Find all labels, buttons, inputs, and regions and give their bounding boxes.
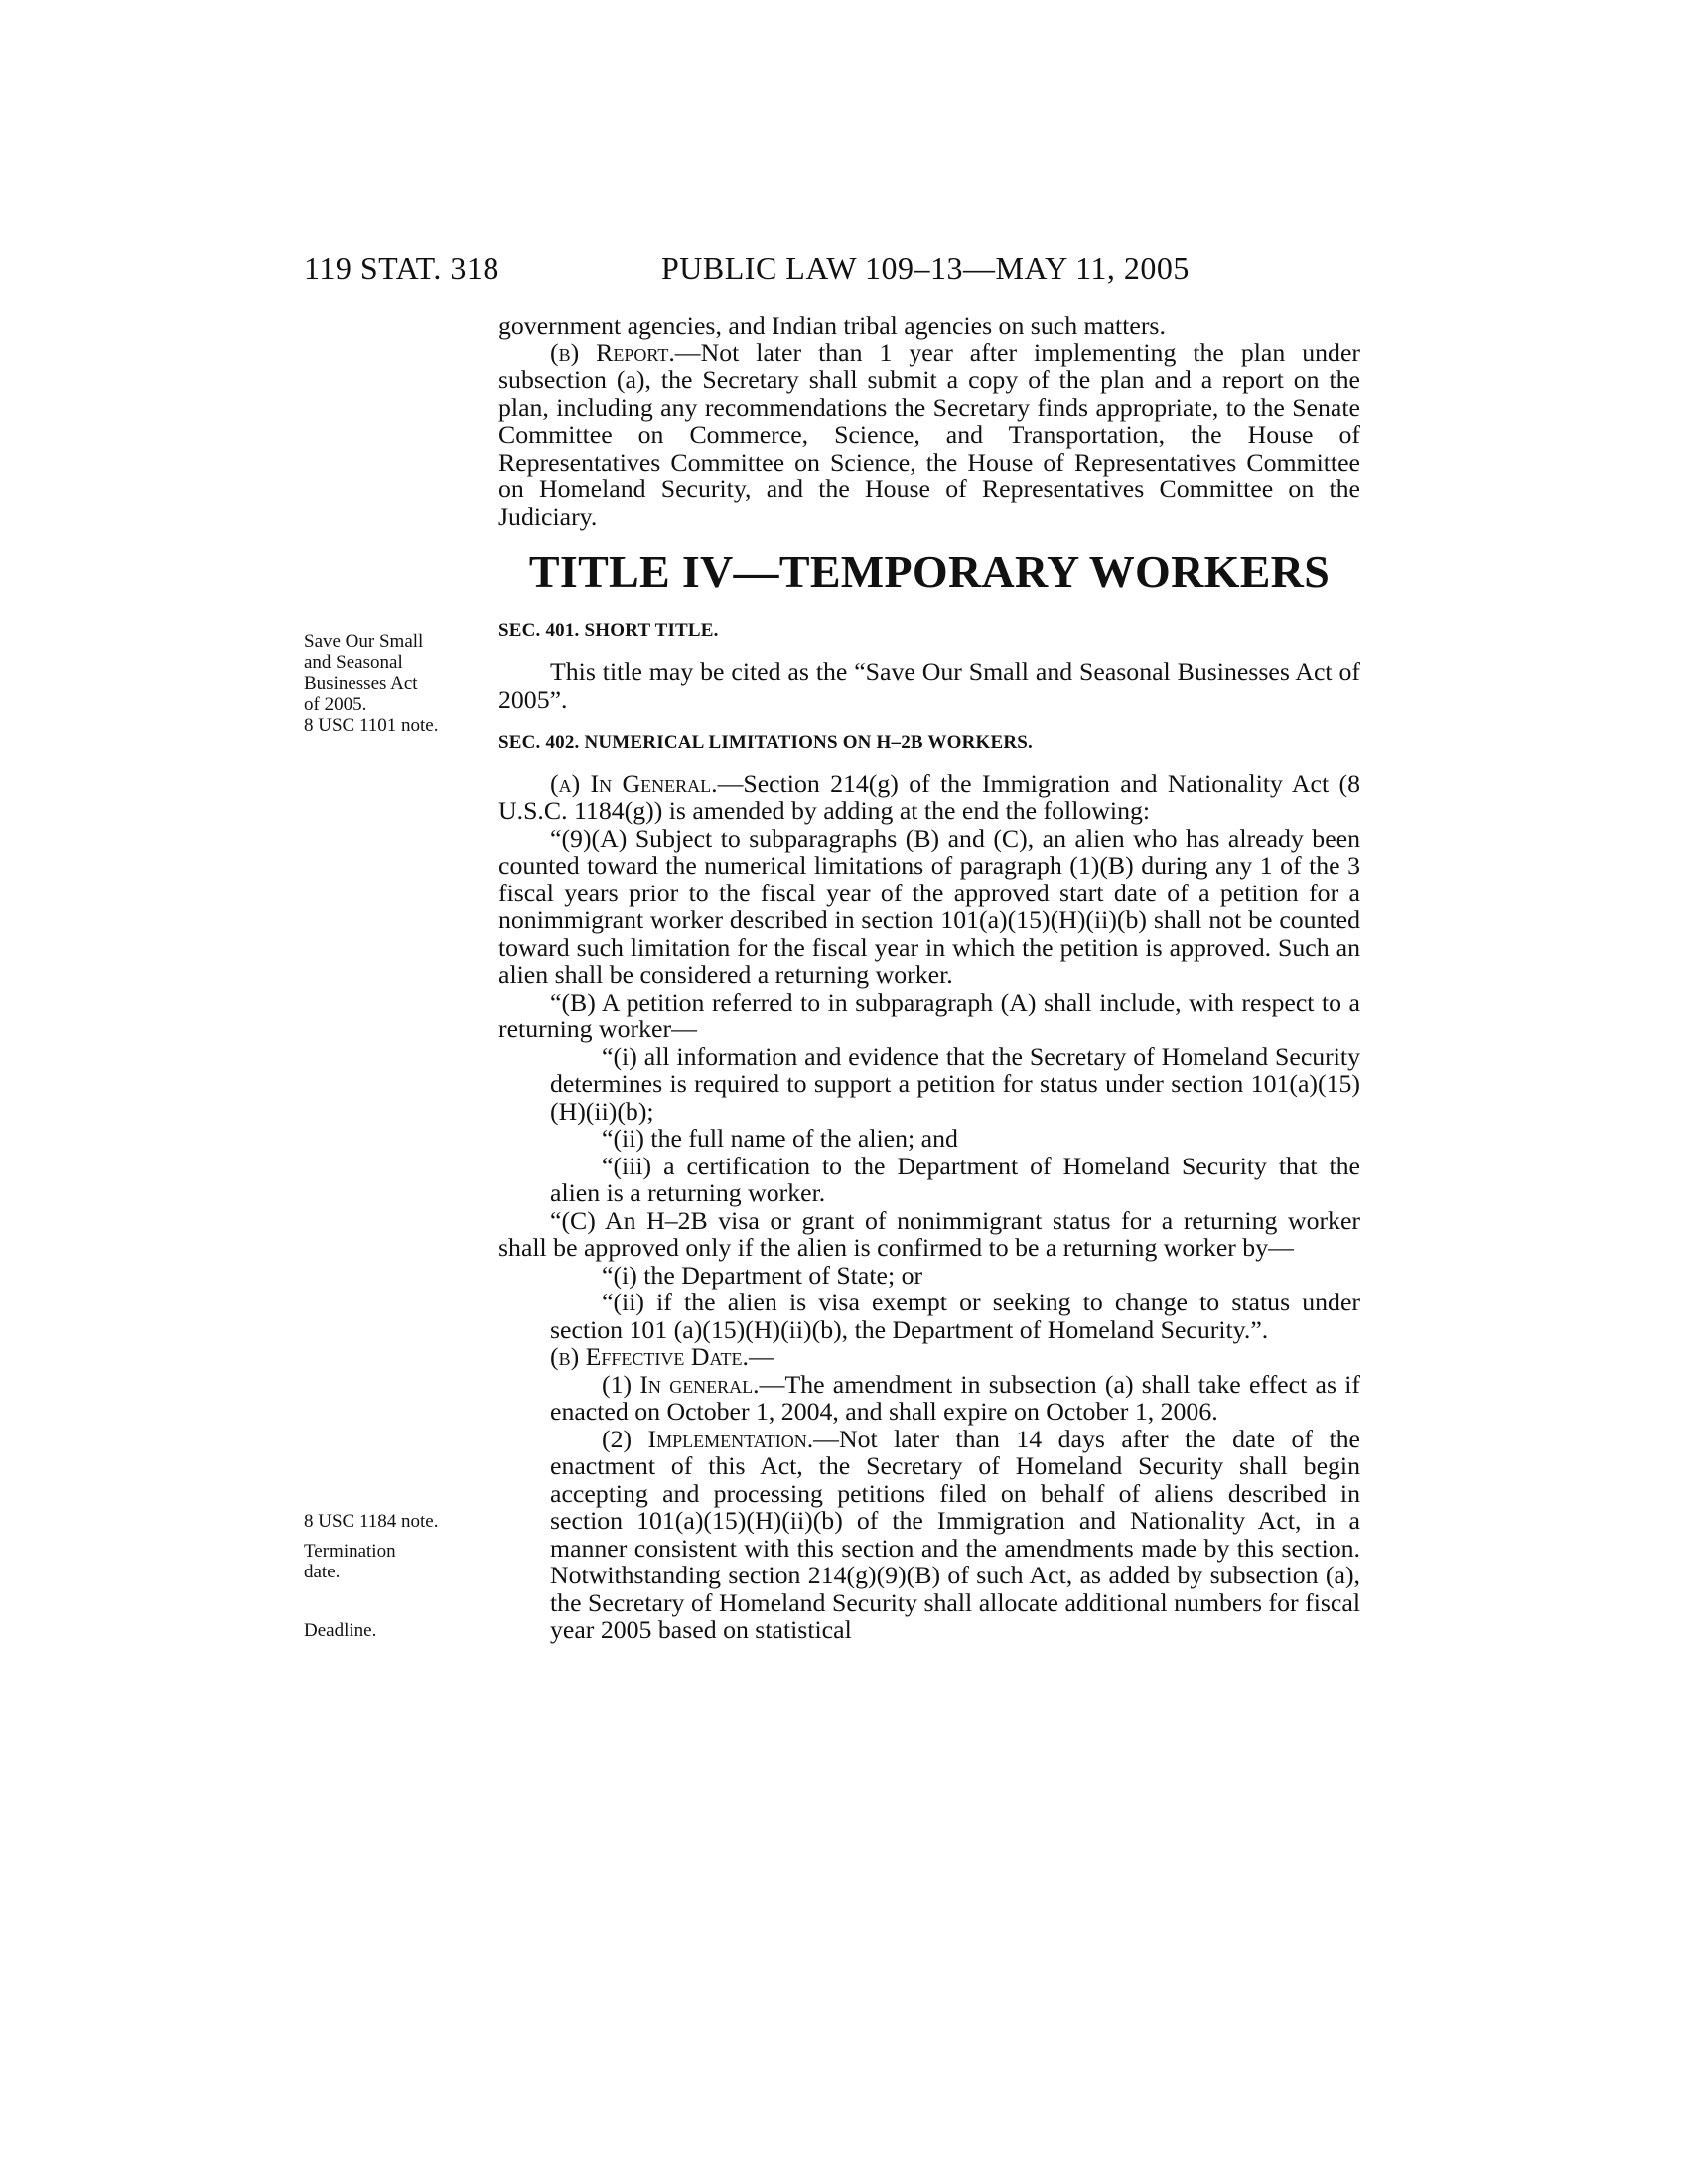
- quoted-clause-b-i: “(i) all information and evidence that the Secretary of Homeland Security determines is required to support a petition for status under section 101(a)(15)(H)(ii)(b);: [550, 1041, 1360, 1126]
- subsection-a: [498, 770, 1360, 825]
- margin-note-line: of 2005.: [304, 694, 367, 715]
- main-text-column: [498, 312, 1360, 1644]
- margin-note-short-title: [304, 631, 438, 736]
- quoted-subparagraph-b: “(B) A petition referred to in subparagraph (A) shall include, with respect to a returning worker—: [498, 987, 1360, 1043]
- subsection-a-heading: (a) In General.: [550, 768, 718, 798]
- margin-note-line: 8 USC 1101 note.: [304, 715, 439, 736]
- quoted-clause-b-iii: “(iii) a certification to the Department of Homeland Security that the alien is a returning worker.: [550, 1151, 1360, 1207]
- quoted-clause-c-ii: “(ii) if the alien is visa exempt or seeking to change to status under section 101 (a)(15)(H)(ii)(b), the Department of Homeland Security.”.: [550, 1288, 1360, 1344]
- subsection-b-text: —: [748, 1342, 774, 1371]
- section-401-heading: SEC. 401. SHORT TITLE.: [498, 619, 719, 641]
- margin-note-deadline: [304, 1620, 376, 1641]
- running-header: PUBLIC LAW 109–13—MAY 11, 2005: [661, 250, 1190, 286]
- margin-note-usc-1184: [304, 1511, 438, 1532]
- quoted-clause-b-ii: “(ii) the full name of the alien; and: [602, 1124, 958, 1153]
- paragraph-b2: [550, 1426, 1360, 1644]
- paragraph-b1: [550, 1371, 1360, 1426]
- quoted-subparagraph-c: “(C) An H–2B visa or grant of nonimmigrant status for a returning worker shall be approved only if the alien is confirmed to be a returning worker by—: [498, 1205, 1360, 1262]
- paragraph-continuation: government agencies, and Indian tribal agencies on such matters.: [498, 311, 1166, 340]
- section-402-heading: SEC. 402. NUMERICAL LIMITATIONS ON H–2B WORKERS.: [498, 732, 1033, 752]
- margin-note-line: Save Our Small: [304, 631, 424, 652]
- margin-note-line: and Seasonal: [304, 652, 403, 673]
- margin-note-termination-date: [304, 1541, 396, 1582]
- section-401-text: This title may be cited as the “Save Our Small and Seasonal Businesses Act of 2005”.: [498, 657, 1360, 714]
- quoted-paragraph-9a: “(9)(A) Subject to subparagraphs (B) and (C), an alien who has already been counted toward the numerical limitations of paragraph (1)(B) during any 1 of the 3 fiscal years prior to the fiscal year of the approved start date of a petition for a nonimmigrant worker described in section 101(a)(15)(H)(ii)(b) shall not be counted toward such limitation for the fiscal year in which the petition is approved. Such an alien shall be considered a returning worker.: [498, 823, 1360, 989]
- quoted-clause-c-i: “(i) the Department of State; or: [602, 1260, 923, 1290]
- margin-note-line: Termination: [304, 1541, 396, 1562]
- title-heading: TITLE IV—TEMPORARY WORKERS: [528, 546, 1331, 597]
- subsection-b-heading: (b) Effective Date.: [550, 1342, 749, 1371]
- report-heading: (b) Report.: [550, 338, 675, 367]
- margin-note-line: Deadline.: [304, 1620, 377, 1641]
- paragraph-report: [498, 340, 1360, 531]
- margin-note-line: Businesses Act: [304, 673, 418, 694]
- margin-note-line: date.: [304, 1562, 341, 1582]
- paragraph-b1-heading: (1) In general.: [602, 1369, 760, 1399]
- paragraph-b2-text: —Not later than 14 days after the date of the enactment of this Act, the Secretary of Homeland Security shall begin accepting and processing petitions filed on behalf of aliens described in section 101(a)(15)(H)(ii)(b) of the Immigration and Nationality Act, in a manner consistent with this section and the amendments made by this section. Notwithstanding section 214(g)(9)(B) of such Act, as added by subsection (a), the Secretary of Homeland Security shall allocate additional numbers for fiscal year 2005 based on statistical: [550, 1424, 1360, 1644]
- statute-page-number: 119 STAT. 318: [304, 250, 499, 286]
- subsection-b: [498, 1343, 1360, 1371]
- paragraph-b1-text: —The amendment in subsection (a) shall take effect as if enacted on October 1, 2004, and shall expire on October 1, 2006.: [550, 1369, 1360, 1426]
- margin-note-line: 8 USC 1184 note.: [304, 1511, 439, 1532]
- paragraph-b2-heading: (2) Implementation.: [602, 1424, 814, 1453]
- report-text: —Not later than 1 year after implementing the plan under subsection (a), the Secretary shall submit a copy of the plan and a report on the plan, including any recommendations the Secretary finds appropriate, to the Senate Committee on Commerce, Science, and Transportation, the House of Representatives Committee on Science, the House of Representatives Committee on Homeland Security, and the House of Representatives Committee on the Judiciary.: [498, 338, 1360, 531]
- subsection-a-text: —Section 214(g) of the Immigration and Nationality Act (8 U.S.C. 1184(g)) is amended by adding at the end the following:: [498, 768, 1360, 825]
